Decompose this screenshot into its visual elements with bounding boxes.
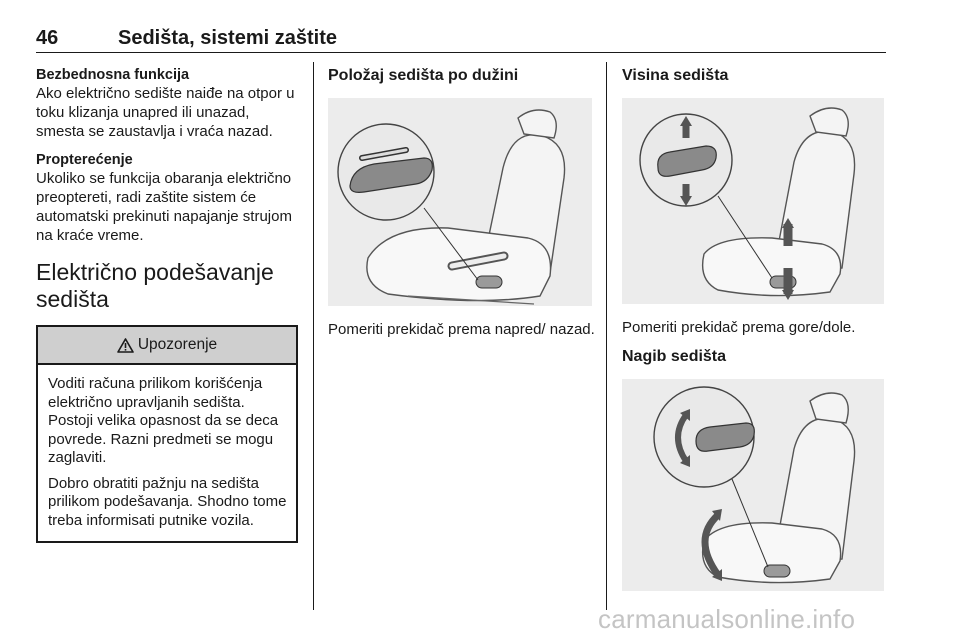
chapter-title: Sedišta, sistemi zaštite [118,27,337,49]
column-divider [606,62,607,610]
height-heading: Visina sedišta [622,67,729,84]
section-title: Električno podešavanje sedišta [36,259,274,312]
warning-body [38,365,296,541]
page-header [36,26,886,53]
watermark: carmanualsonline.info [598,604,856,634]
safety-function-heading: Bezbednosna funkcija [36,67,190,83]
page-number: 46 [36,27,59,49]
column-divider [313,62,314,610]
warning-text-2: Dobro obratiti pažnju na sedišta prilikom podešavanja. Shodno tome treba informisati putnike vozila. [48,474,287,529]
safety-function-text: Ako električno sedište naiđe na otpor u toku klizanja unapred ili unazad, smesta se zaustavlja i vraća nazad. [36,85,295,140]
overload-heading: Propterećenje [36,152,133,168]
warning-box [36,325,298,543]
tilt-heading: Nagib sedišta [622,348,727,365]
longitudinal-caption: Pomeriti prekidač prema napred/ nazad. [328,321,595,338]
warning-header [38,327,296,365]
height-caption: Pomeriti prekidač prema gore/dole. [622,319,856,336]
seat-height-diagram [622,98,884,304]
warning-triangle-icon [117,338,134,353]
longitudinal-heading: Položaj sedišta po dužini [328,67,519,84]
overload-text: Ukoliko se funkcija obaranja električno preoptereti, radi zaštite sistem će automatski prekinuti napajanje strujom na kraće vreme. [36,170,292,244]
warning-text-1: Voditi računa prilikom korišćenja električno upravljanih sedišta. Postoji velika opasnost da se deca povrede. Razni predmeti se mogu zaglaviti. [48,375,279,466]
column-right [622,66,886,591]
column-middle [328,66,596,349]
seat-forward-backward-diagram [328,98,592,306]
warning-title: Upozorenje [137,336,218,353]
seat-tilt-diagram [622,379,884,591]
column-left [36,66,298,543]
